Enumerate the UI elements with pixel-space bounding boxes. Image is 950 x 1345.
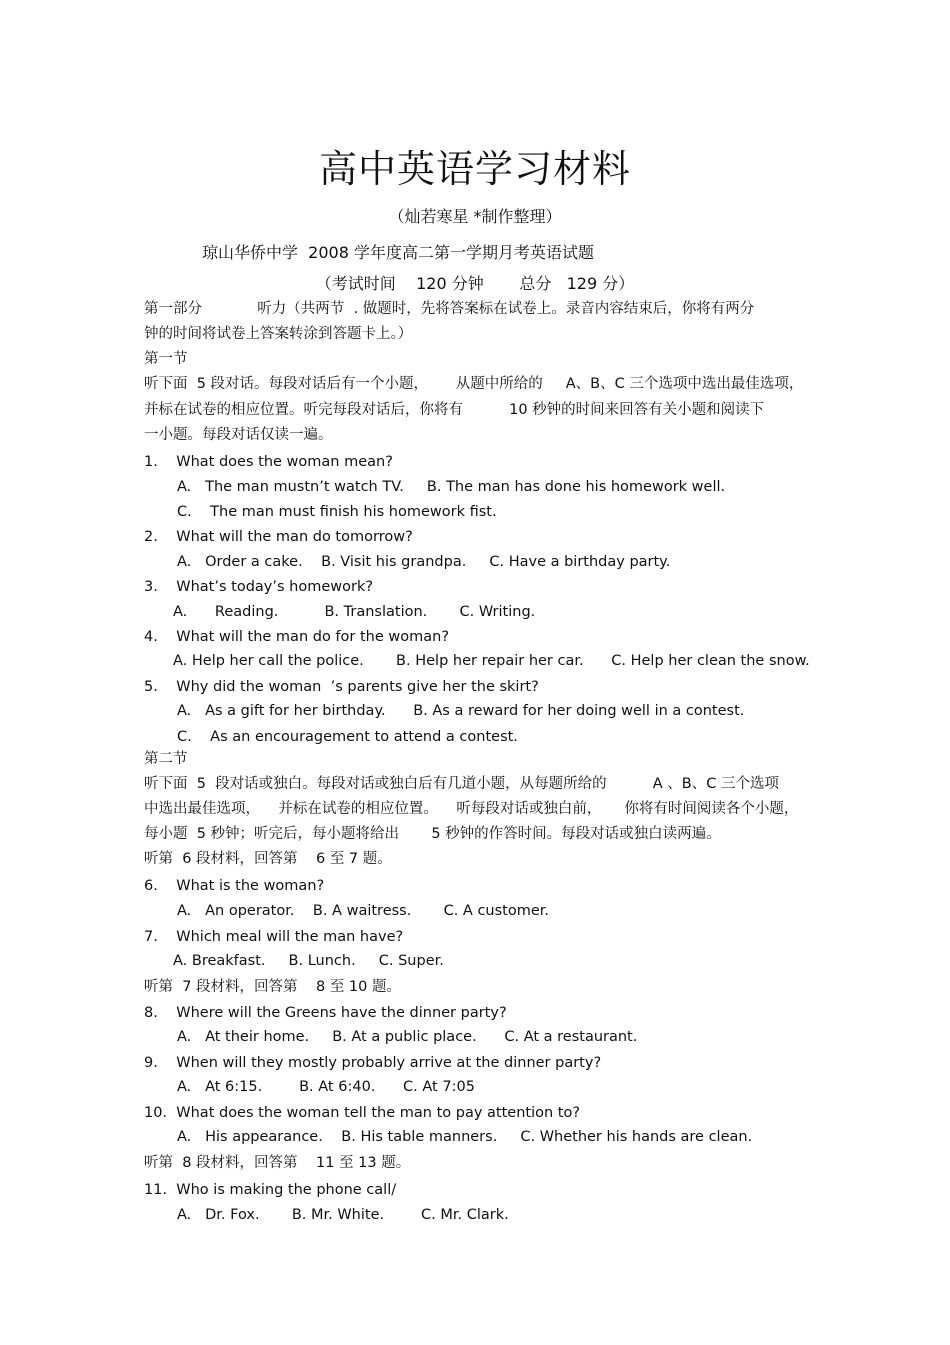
- question-3-options: A. Reading. B. Translation. C. Writing.: [173, 604, 536, 620]
- section1-instruction-line1: 听下面 5 段对话。每段对话后有一个小题， 从题中所给的 A、B、C 三个选项中选出最佳选项，: [144, 376, 804, 392]
- section1-heading: 第一节: [144, 351, 188, 367]
- question-1: 1. What does the woman mean?: [144, 454, 393, 470]
- section2-instruction-line3: 每小题 5 秒钟；听完后，每小题将给出 5 秒钟的作答时间。每段对话或独白读两遍。: [144, 826, 721, 842]
- section2-instruction-line2: 中选出最佳选项， 并标在试卷的相应位置。 听每段对话或独白前， 你将有时间阅读各个小题，: [144, 801, 799, 817]
- question-4-options: A. Help her call the police. B. Help her repair her car. C. Help her clean the snow.: [173, 653, 810, 669]
- section1-instruction-line2: 并标在试卷的相应位置。听完每段对话后，你将有 10 秒钟的时间来回答有关小题和阅读下: [144, 402, 765, 418]
- material-8-heading: 听第 8 段材料，回答第 11 至 13 题。: [144, 1155, 411, 1171]
- question-6: 6. What is the woman?: [144, 878, 325, 894]
- question-7-options: A. Breakfast. B. Lunch. C. Super.: [173, 953, 444, 969]
- question-5-option-c: C. As an encouragement to attend a contest.: [177, 729, 518, 745]
- section1-instruction-line3: 一小题。每段对话仅读一遍。: [144, 427, 333, 443]
- part1-intro-line1: 第一部分 听力（共两节 . 做题时，先将答案标在试卷上。录音内容结束后，你将有两分: [144, 301, 755, 317]
- question-2: 2. What will the man do tomorrow?: [144, 529, 413, 545]
- question-1-options-ab: A. The man mustn’t watch TV. B. The man has done his homework well.: [177, 479, 726, 495]
- question-6-options: A. An operator. B. A waitress. C. A customer.: [177, 903, 550, 919]
- question-10-options: A. His appearance. B. His table manners. C. Whether his hands are clean.: [177, 1129, 753, 1145]
- material-6-heading: 听第 6 段材料，回答第 6 至 7 题。: [144, 851, 392, 867]
- material-7-heading: 听第 7 段材料，回答第 8 至 10 题。: [144, 979, 401, 995]
- question-11-options: A. Dr. Fox. B. Mr. White. C. Mr. Clark.: [177, 1207, 509, 1223]
- question-8: 8. Where will the Greens have the dinner party?: [144, 1005, 507, 1021]
- question-1-option-c: C. The man must finish his homework fist.: [177, 504, 497, 520]
- exam-info: （考试时间 120 分钟 总分 129 分）: [315, 274, 635, 293]
- question-10: 10. What does the woman tell the man to pay attention to?: [144, 1105, 581, 1121]
- question-2-options: A. Order a cake. B. Visit his grandpa. C. Have a birthday party.: [177, 554, 671, 570]
- question-11: 11. Who is making the phone call/: [144, 1182, 397, 1198]
- page-title: 高中英语学习材料: [318, 147, 631, 191]
- question-3: 3. What’s today’s homework?: [144, 579, 374, 595]
- question-5-options-ab: A. As a gift for her birthday. B. As a reward for her doing well in a contest.: [177, 703, 745, 719]
- question-8-options: A. At their home. B. At a public place. C. At a restaurant.: [177, 1029, 638, 1045]
- maker-note: （灿若寒星 *制作整理）: [388, 207, 562, 226]
- question-4: 4. What will the man do for the woman?: [144, 629, 450, 645]
- exam-title: 琼山华侨中学 2008 学年度高二第一学期月考英语试题: [202, 243, 594, 262]
- part1-intro-line2: 钟的时间将试卷上答案转涂到答题卡上。）: [144, 326, 413, 342]
- question-5: 5. Why did the woman ’s parents give her the skirt?: [144, 679, 539, 695]
- question-7: 7. Which meal will the man have?: [144, 929, 404, 945]
- section2-heading: 第二节: [144, 751, 188, 767]
- question-9-options: A. At 6:15. B. At 6:40. C. At 7:05: [177, 1079, 475, 1095]
- section2-instruction-line1: 听下面 5 段对话或独白。每段对话或独白后有几道小题，从每题所给的 A 、B、C 三个选项: [144, 776, 779, 792]
- question-9: 9. When will they mostly probably arrive at the dinner party?: [144, 1055, 602, 1071]
